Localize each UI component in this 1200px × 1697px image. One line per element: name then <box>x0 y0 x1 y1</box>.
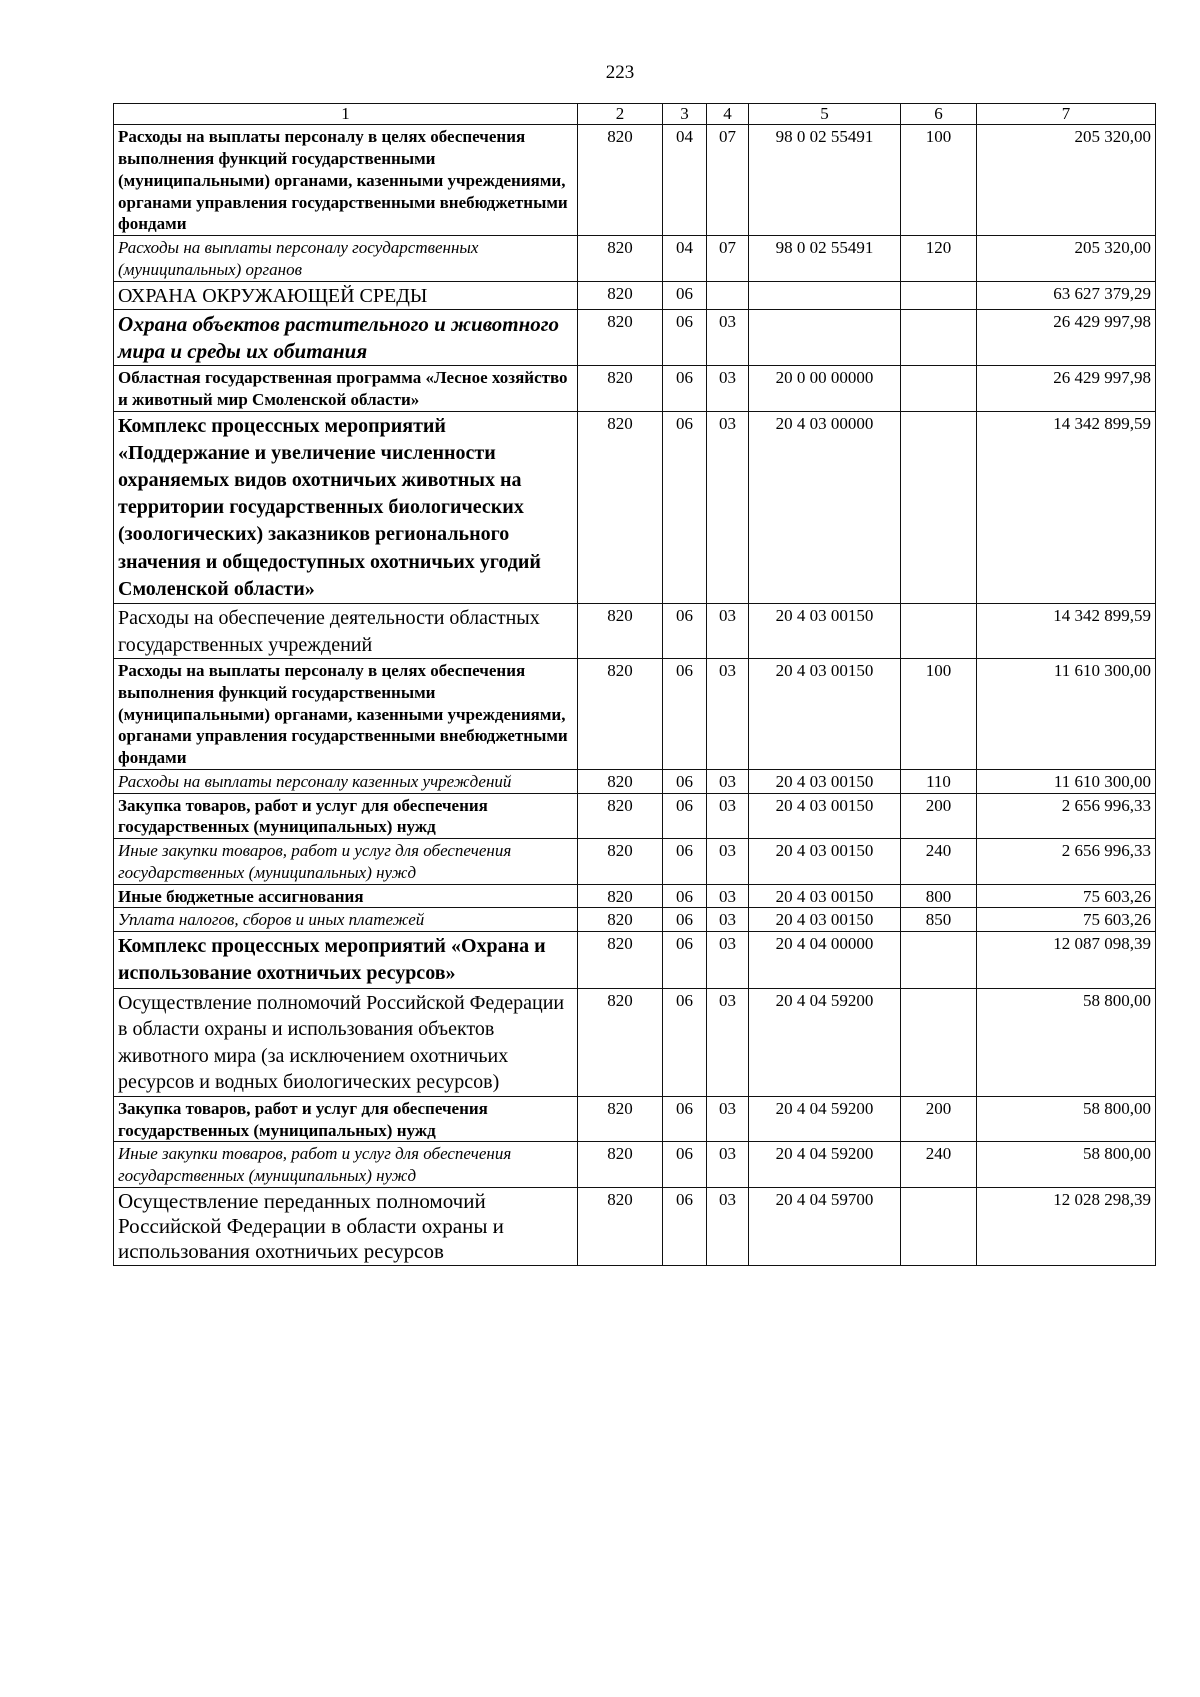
table-row <box>114 281 1156 309</box>
target-article-code: 20 4 03 00150 <box>749 839 901 885</box>
target-article-code: 98 0 02 55491 <box>749 236 901 282</box>
admin-code: 820 <box>578 236 663 282</box>
row-name: Уплата налогов, сборов и иных платежей <box>114 908 578 932</box>
row-name: Охрана объектов растительного и животного мира и среды их обитания <box>114 309 578 366</box>
row-name: Закупка товаров, работ и услуг для обеспечения государственных (муниципальных) нужд <box>114 1096 578 1142</box>
subsection-code: 07 <box>707 125 749 236</box>
subsection-code: 03 <box>707 366 749 412</box>
table-row <box>114 366 1156 412</box>
admin-code: 820 <box>578 309 663 366</box>
subsection-code: 03 <box>707 309 749 366</box>
subsection-code: 03 <box>707 988 749 1096</box>
table-row <box>114 884 1156 908</box>
column-header: 4 <box>707 104 749 125</box>
table-row <box>114 659 1156 770</box>
amount: 26 429 997,98 <box>977 366 1156 412</box>
subsection-code: 03 <box>707 604 749 659</box>
amount: 2 656 996,33 <box>977 839 1156 885</box>
target-article-code: 98 0 02 55491 <box>749 125 901 236</box>
admin-code: 820 <box>578 908 663 932</box>
expense-type-code <box>901 1187 977 1265</box>
amount: 205 320,00 <box>977 125 1156 236</box>
table-row <box>114 1096 1156 1142</box>
row-name: Расходы на выплаты персоналу казенных учреждений <box>114 769 578 793</box>
table-row <box>114 125 1156 236</box>
table-body <box>114 125 1156 1265</box>
target-article-code: 20 4 03 00150 <box>749 884 901 908</box>
expense-type-code: 100 <box>901 125 977 236</box>
admin-code: 820 <box>578 1187 663 1265</box>
expense-type-code <box>901 932 977 988</box>
row-name: Иные закупки товаров, работ и услуг для обеспечения государственных (муниципальных) нужд <box>114 839 578 885</box>
target-article-code: 20 4 03 00000 <box>749 411 901 603</box>
expense-type-code <box>901 411 977 603</box>
section-code: 06 <box>663 908 707 932</box>
amount: 12 087 098,39 <box>977 932 1156 988</box>
section-code: 06 <box>663 793 707 839</box>
expense-type-code <box>901 309 977 366</box>
subsection-code: 03 <box>707 1142 749 1188</box>
target-article-code: 20 4 03 00150 <box>749 659 901 770</box>
row-name: Областная государственная программа «Лесное хозяйство и животный мир Смоленской области» <box>114 366 578 412</box>
column-header: 5 <box>749 104 901 125</box>
amount: 75 603,26 <box>977 908 1156 932</box>
subsection-code: 03 <box>707 1187 749 1265</box>
column-header: 6 <box>901 104 977 125</box>
page-number: 223 <box>605 62 635 83</box>
section-code: 06 <box>663 884 707 908</box>
row-name: Комплекс процессных мероприятий «Поддержание и увеличение численности охраняемых видов охотничьих животных на территории государственных биологических (зоологических) заказников регионального значения и общедоступных охотничьих угодий Смоленской области» <box>114 411 578 603</box>
row-name: Расходы на выплаты персоналу в целях обеспечения выполнения функций государственными (муниципальными) органами, казенными учреждениями, органами управления государственными внебюджетными фондами <box>114 125 578 236</box>
amount: 14 342 899,59 <box>977 604 1156 659</box>
admin-code: 820 <box>578 988 663 1096</box>
row-name: Расходы на выплаты персоналу в целях обеспечения выполнения функций государственными (муниципальными) органами, казенными учреждениями, органами управления государственными внебюджетными фондами <box>114 659 578 770</box>
section-code: 06 <box>663 932 707 988</box>
row-name: ОХРАНА ОКРУЖАЮЩЕЙ СРЕДЫ <box>114 281 578 309</box>
table-row <box>114 988 1156 1096</box>
admin-code: 820 <box>578 1096 663 1142</box>
admin-code: 820 <box>578 366 663 412</box>
admin-code: 820 <box>578 1142 663 1188</box>
table-row <box>114 604 1156 659</box>
admin-code: 820 <box>578 884 663 908</box>
section-code: 06 <box>663 1187 707 1265</box>
admin-code: 820 <box>578 659 663 770</box>
table-row <box>114 236 1156 282</box>
table-row <box>114 839 1156 885</box>
amount: 14 342 899,59 <box>977 411 1156 603</box>
row-name: Расходы на обеспечение деятельности областных государственных учреждений <box>114 604 578 659</box>
column-header: 3 <box>663 104 707 125</box>
expense-type-code: 200 <box>901 793 977 839</box>
target-article-code: 20 4 03 00150 <box>749 769 901 793</box>
subsection-code: 03 <box>707 839 749 885</box>
subsection-code: 07 <box>707 236 749 282</box>
amount: 58 800,00 <box>977 988 1156 1096</box>
section-code: 06 <box>663 309 707 366</box>
amount: 11 610 300,00 <box>977 659 1156 770</box>
target-article-code: 20 4 03 00150 <box>749 908 901 932</box>
amount: 2 656 996,33 <box>977 793 1156 839</box>
section-code: 06 <box>663 988 707 1096</box>
admin-code: 820 <box>578 932 663 988</box>
column-header: 7 <box>977 104 1156 125</box>
target-article-code <box>749 309 901 366</box>
section-code: 06 <box>663 839 707 885</box>
amount: 11 610 300,00 <box>977 769 1156 793</box>
amount: 75 603,26 <box>977 884 1156 908</box>
row-name: Закупка товаров, работ и услуг для обеспечения государственных (муниципальных) нужд <box>114 793 578 839</box>
expense-type-code: 200 <box>901 1096 977 1142</box>
section-code: 06 <box>663 411 707 603</box>
row-name: Осуществление переданных полномочий Российской Федерации в области охраны и использования охотничьих ресурсов <box>114 1187 578 1265</box>
expense-type-code: 100 <box>901 659 977 770</box>
budget-table <box>113 103 1156 1266</box>
target-article-code: 20 4 04 59200 <box>749 1142 901 1188</box>
expense-type-code <box>901 988 977 1096</box>
section-code: 06 <box>663 281 707 309</box>
subsection-code: 03 <box>707 1096 749 1142</box>
target-article-code: 20 4 04 00000 <box>749 932 901 988</box>
table-row <box>114 411 1156 603</box>
target-article-code: 20 4 03 00150 <box>749 793 901 839</box>
subsection-code: 03 <box>707 908 749 932</box>
target-article-code: 20 4 04 59200 <box>749 988 901 1096</box>
admin-code: 820 <box>578 769 663 793</box>
admin-code: 820 <box>578 281 663 309</box>
expense-type-code <box>901 281 977 309</box>
subsection-code: 03 <box>707 411 749 603</box>
table-row <box>114 769 1156 793</box>
section-code: 04 <box>663 236 707 282</box>
section-code: 04 <box>663 125 707 236</box>
table-row <box>114 1187 1156 1265</box>
table-row <box>114 309 1156 366</box>
subsection-code: 03 <box>707 932 749 988</box>
expense-type-code: 850 <box>901 908 977 932</box>
target-article-code: 20 4 04 59200 <box>749 1096 901 1142</box>
table-row <box>114 932 1156 988</box>
section-code: 06 <box>663 366 707 412</box>
target-article-code <box>749 281 901 309</box>
expense-type-code: 800 <box>901 884 977 908</box>
amount: 58 800,00 <box>977 1142 1156 1188</box>
section-code: 06 <box>663 659 707 770</box>
admin-code: 820 <box>578 411 663 603</box>
expense-type-code: 120 <box>901 236 977 282</box>
row-name: Расходы на выплаты персоналу государственных (муниципальных) органов <box>114 236 578 282</box>
target-article-code: 20 4 03 00150 <box>749 604 901 659</box>
amount: 12 028 298,39 <box>977 1187 1156 1265</box>
admin-code: 820 <box>578 604 663 659</box>
table-row <box>114 793 1156 839</box>
row-name: Иные бюджетные ассигнования <box>114 884 578 908</box>
expense-type-code: 240 <box>901 839 977 885</box>
row-name: Осуществление полномочий Российской Федерации в области охраны и использования объектов животного мира (за исключением охотничьих ресурсов и водных биологических ресурсов) <box>114 988 578 1096</box>
expense-type-code <box>901 366 977 412</box>
amount: 58 800,00 <box>977 1096 1156 1142</box>
table-row <box>114 1142 1156 1188</box>
target-article-code: 20 4 04 59700 <box>749 1187 901 1265</box>
section-code: 06 <box>663 604 707 659</box>
amount: 205 320,00 <box>977 236 1156 282</box>
admin-code: 820 <box>578 125 663 236</box>
section-code: 06 <box>663 769 707 793</box>
column-header: 1 <box>114 104 578 125</box>
section-code: 06 <box>663 1096 707 1142</box>
expense-type-code <box>901 604 977 659</box>
expense-type-code: 240 <box>901 1142 977 1188</box>
amount: 63 627 379,29 <box>977 281 1156 309</box>
subsection-code <box>707 281 749 309</box>
amount: 26 429 997,98 <box>977 309 1156 366</box>
admin-code: 820 <box>578 839 663 885</box>
column-header: 2 <box>578 104 663 125</box>
row-name: Комплекс процессных мероприятий «Охрана и использование охотничьих ресурсов» <box>114 932 578 988</box>
column-number-row <box>114 104 1156 125</box>
target-article-code: 20 0 00 00000 <box>749 366 901 412</box>
section-code: 06 <box>663 1142 707 1188</box>
expense-type-code: 110 <box>901 769 977 793</box>
subsection-code: 03 <box>707 884 749 908</box>
subsection-code: 03 <box>707 769 749 793</box>
subsection-code: 03 <box>707 793 749 839</box>
subsection-code: 03 <box>707 659 749 770</box>
admin-code: 820 <box>578 793 663 839</box>
table-row <box>114 908 1156 932</box>
row-name: Иные закупки товаров, работ и услуг для обеспечения государственных (муниципальных) нужд <box>114 1142 578 1188</box>
